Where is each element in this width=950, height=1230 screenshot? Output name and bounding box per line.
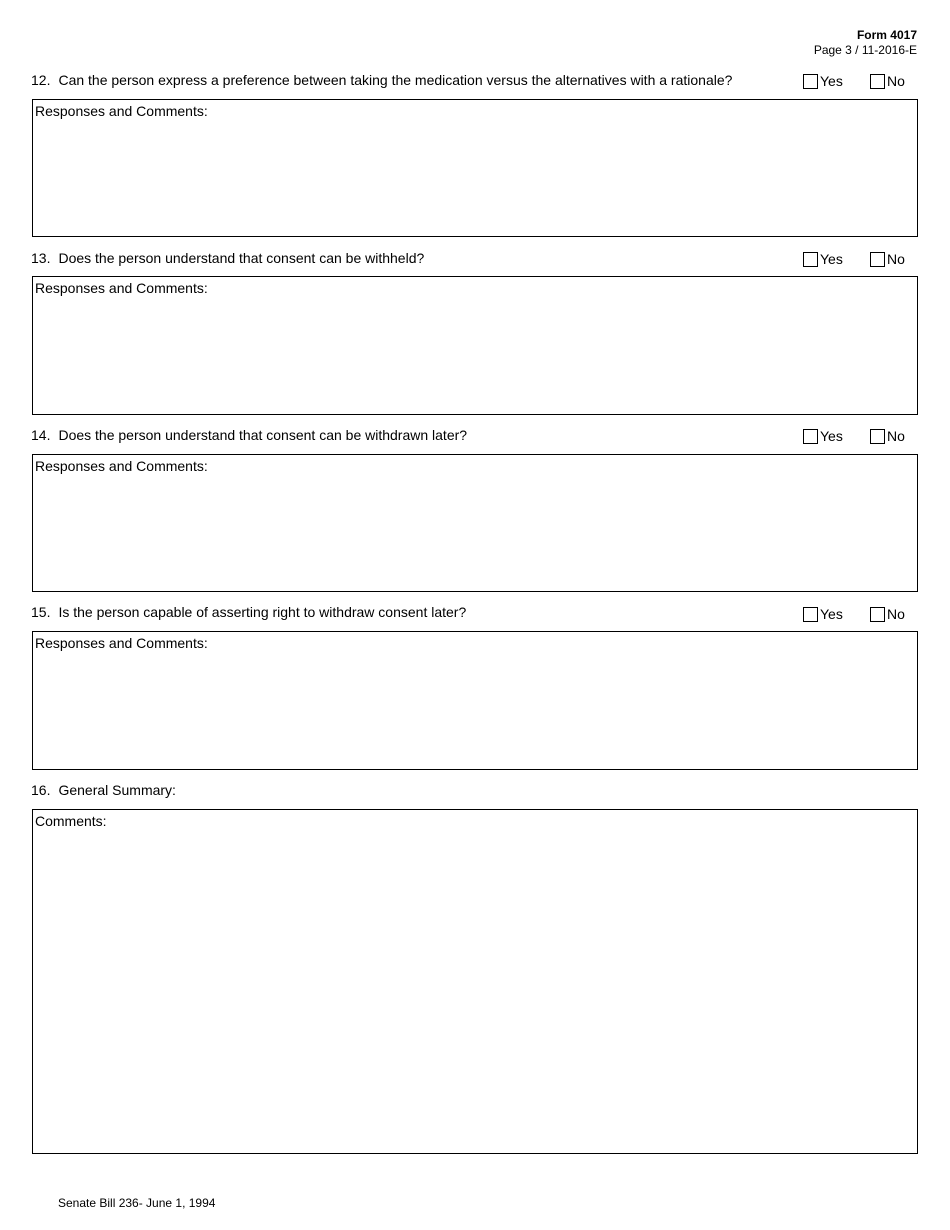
q12-responses-box [32, 99, 918, 237]
question-number: 14. [31, 427, 51, 443]
q13-yes-option[interactable] [803, 251, 843, 268]
yes-label: Yes [820, 73, 843, 89]
q14-no-option[interactable] [870, 428, 905, 445]
no-label: No [887, 428, 905, 444]
q12-no-checkbox[interactable] [870, 74, 885, 89]
footer-text: Senate Bill 236- June 1, 1994 [58, 1196, 216, 1210]
summary-comments-field[interactable] [35, 830, 915, 1151]
q12-no-option[interactable] [870, 73, 905, 90]
q14-yes-option[interactable] [803, 428, 843, 445]
no-label: No [887, 606, 905, 622]
question-14 [31, 427, 467, 444]
page-info: Page 3 / 11-2016-E [813, 43, 917, 57]
question-number: 16. [31, 782, 51, 798]
q15-no-option[interactable] [870, 606, 905, 623]
yes-label: Yes [820, 606, 843, 622]
question-number: 15. [31, 604, 51, 620]
responses-label: Responses and Comments: [35, 635, 208, 651]
q14-responses-field[interactable] [35, 475, 915, 589]
q12-yes-checkbox[interactable] [803, 74, 818, 89]
q12-responses-field[interactable] [35, 120, 915, 234]
q15-yes-checkbox[interactable] [803, 607, 818, 622]
q15-no-checkbox[interactable] [870, 607, 885, 622]
q13-no-checkbox[interactable] [870, 252, 885, 267]
q14-yes-checkbox[interactable] [803, 429, 818, 444]
question-text: Can the person express a preference between taking the medication versus the alternatives with a rationale? [58, 72, 733, 88]
question-number: 13. [31, 250, 51, 266]
q15-responses-box [32, 631, 918, 770]
responses-label: Responses and Comments: [35, 458, 208, 474]
question-text: Does the person understand that consent can be withheld? [58, 250, 425, 266]
q14-responses-box [32, 454, 918, 592]
question-15 [31, 604, 466, 621]
yes-label: Yes [820, 428, 843, 444]
responses-label: Responses and Comments: [35, 280, 208, 296]
form-number: Form 4017 [856, 28, 917, 42]
q15-yes-option[interactable] [803, 606, 843, 623]
q12-yes-option[interactable] [803, 73, 843, 90]
q15-responses-field[interactable] [35, 652, 915, 767]
question-number: 12. [31, 72, 51, 88]
comments-label: Comments: [35, 813, 107, 829]
question-text: Is the person capable of asserting right to withdraw consent later? [58, 604, 467, 620]
question-text: General Summary: [58, 782, 176, 798]
q13-responses-box [32, 276, 918, 415]
no-label: No [887, 73, 905, 89]
q14-no-checkbox[interactable] [870, 429, 885, 444]
summary-comments-box [32, 809, 918, 1154]
no-label: No [887, 251, 905, 267]
question-12 [31, 72, 732, 89]
q13-yes-checkbox[interactable] [803, 252, 818, 267]
q13-responses-field[interactable] [35, 297, 915, 412]
responses-label: Responses and Comments: [35, 103, 208, 119]
question-16 [31, 782, 176, 799]
q13-no-option[interactable] [870, 251, 905, 268]
form-identifier [814, 28, 917, 58]
question-text: Does the person understand that consent can be withdrawn later? [58, 427, 468, 443]
question-13 [31, 250, 424, 267]
yes-label: Yes [820, 251, 843, 267]
